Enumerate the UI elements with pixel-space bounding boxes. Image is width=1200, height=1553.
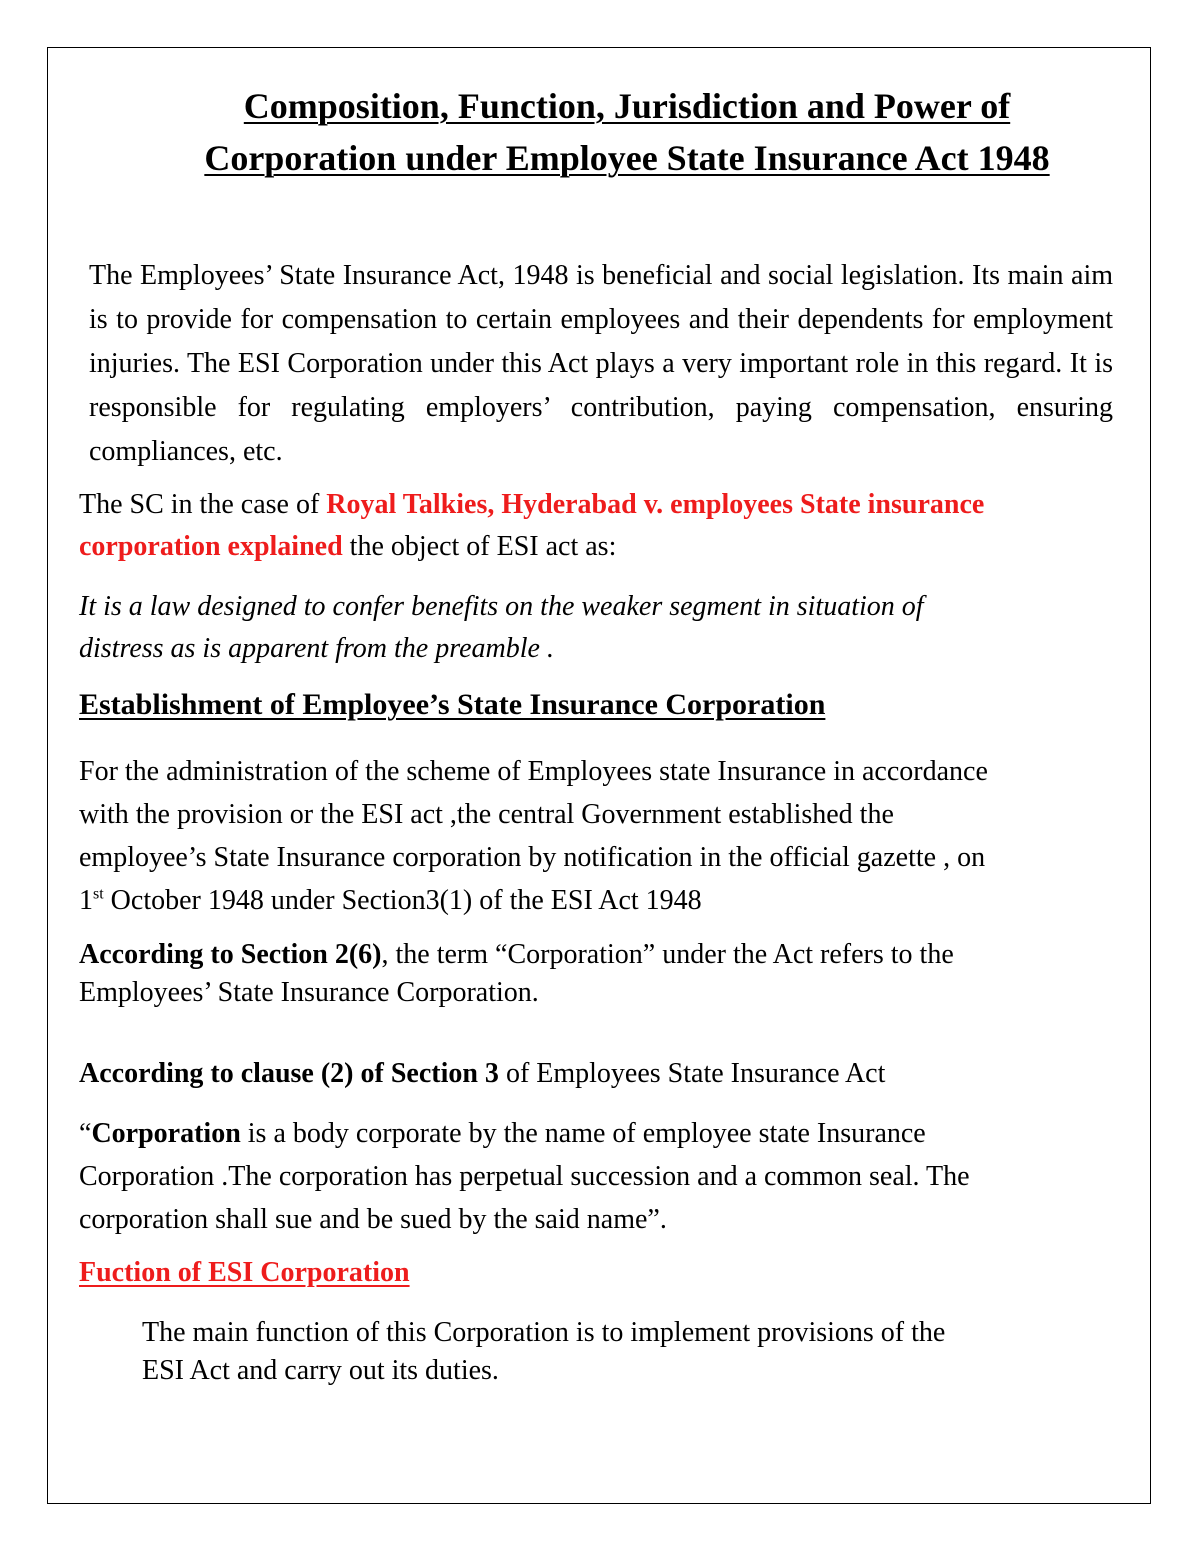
section-2-6-paragraph [79,936,1139,1012]
sc-case-suffix: the object of ESI act as: [342,531,617,562]
document-title [150,80,1104,184]
establishment-line-2: with the provision or the ESI act ,the central Government established the [79,799,894,830]
corporation-def-line-2: Corporation .The corporation has perpetual succession and a common seal. The [79,1161,970,1192]
preamble-quote [79,586,1119,670]
sc-case-prefix: The SC in the case of [79,489,327,520]
section-3-2-bold: According to clause (2) of Section 3 [79,1058,499,1089]
section-3-2-rest: of Employees State Insurance Act [498,1058,886,1089]
sc-case-name: Royal Talkies, Hyderabad v. employees State insurance corporation explained [79,489,985,562]
establishment-line-3: employee’s State Insurance corporation by notification in the official gazette , on [79,842,986,873]
function-line-2: ESI Act and carry out its duties. [142,1355,499,1386]
section-3-2-paragraph [79,1053,1139,1095]
function-line-1: The main function of this Corporation is to implement provisions of the [142,1317,946,1348]
sc-case-paragraph [79,484,1119,568]
establishment-day-suffix: st [93,885,104,903]
establishment-date-rest: October 1948 under Section3(1) of the ESI Act 1948 [103,885,702,916]
function-paragraph [142,1314,1142,1390]
corporation-definition [79,1112,1139,1241]
open-quote: “ [79,1118,92,1149]
function-heading: Fuction of ESI Corporation [79,1257,410,1288]
title-line-1: Composition, Function, Jurisdiction and Power of [243,86,1011,126]
establishment-day: 1 [79,885,93,916]
corporation-def-line-1 [79,1112,1139,1155]
quote-line-2: distress as is apparent from the preamble . [79,633,554,664]
corporation-def-rest: is a body corporate by the name of employee state Insurance [240,1118,926,1149]
corporation-def-line-3: corporation shall sue and be sued by the said name”. [79,1204,667,1235]
establishment-line-4 [79,879,1139,922]
corporation-bold: Corporation [91,1118,241,1149]
section-2-6-line-1 [79,936,1139,974]
section-2-6-rest: , the term “Corporation” under the Act refers to the [381,939,954,970]
establishment-line-1: For the administration of the scheme of Employees state Insurance in accordance [79,756,988,787]
section-2-6-bold: According to Section 2(6) [79,939,382,970]
establishment-paragraph [79,750,1139,922]
title-line-2: Corporation under Employee State Insurance Act 1948 [204,138,1050,178]
establishment-heading: Establishment of Employee’s State Insurance Corporation [79,688,826,721]
quote-line-1: It is a law designed to confer benefits on the weaker segment in situation of [79,591,924,622]
section-2-6-line-2: Employees’ State Insurance Corporation. [79,977,539,1008]
intro-paragraph: The Employees’ State Insurance Act, 1948 is beneficial and social legislation. Its main aim is to provide for compensation to certain employees and their dependents for employment injuries. The ESI Corporation under this Act plays a very important role in this regard. It is responsible for regulating employers’ contribution, paying compensation, ensuring compliances, etc. [89,260,1113,467]
